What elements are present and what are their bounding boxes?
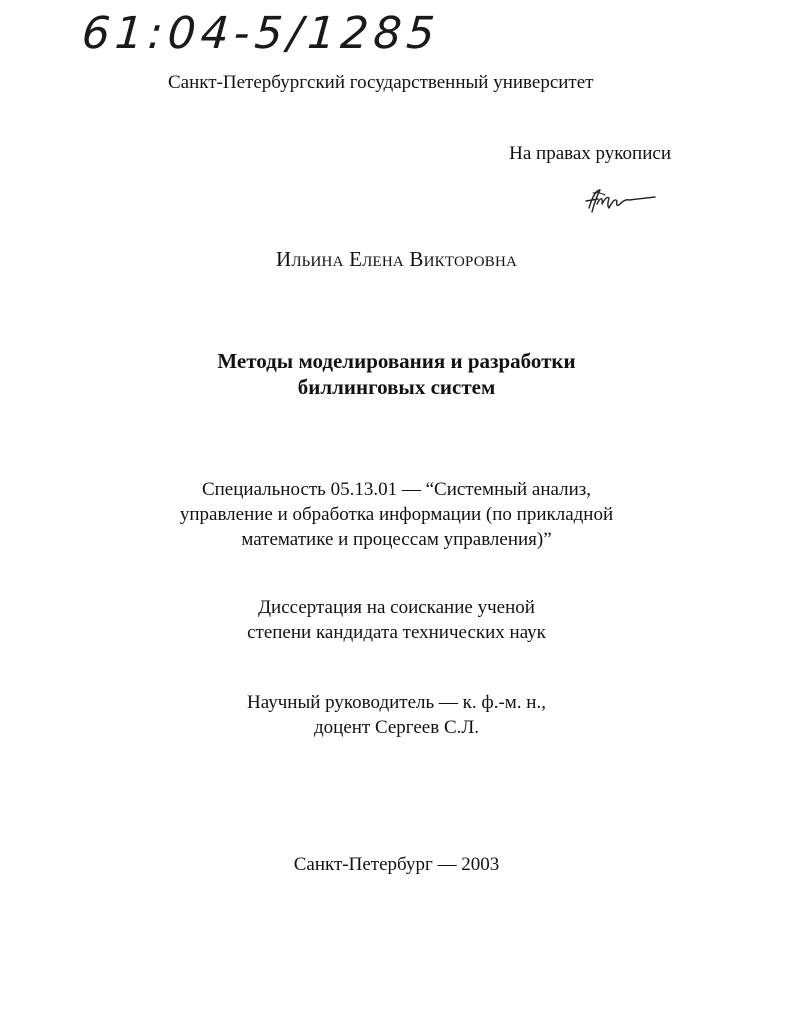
title-line-2: биллинговых систем [297, 375, 496, 399]
degree-block [0, 595, 793, 645]
title-line-1: Методы моделирования и разработки [217, 349, 576, 373]
author-surname-rest: ЛЬИНА [291, 254, 344, 270]
author-patronymic-rest: ИКТОРОВНА [423, 254, 518, 270]
author-surname-initial: И [275, 247, 292, 271]
dissertation-title [0, 348, 793, 400]
speciality-line-1: Специальность 05.13.01 — “Системный анализ, [201, 479, 592, 500]
advisor-line-1: Научный руководитель — к. ф.-м. н., [247, 692, 546, 713]
handwritten-signature [583, 184, 659, 218]
author-name-initial: Е [349, 247, 363, 271]
author-name [0, 247, 793, 272]
author-name-rest: ЛЕНА [362, 254, 404, 270]
author-patronymic-initial: В [409, 247, 424, 271]
degree-line-1: Диссертация на соискание ученой [258, 597, 535, 618]
speciality-line-3: математике и процессам управления)” [241, 529, 552, 550]
scientific-advisor-block [0, 690, 793, 740]
degree-line-2: степени кандидата технических наук [247, 622, 546, 643]
speciality-line-2: управление и обработка информации (по прикладной [179, 504, 614, 525]
advisor-line-2: доцент Сергеев С.Л. [313, 717, 480, 738]
university-name: Санкт-Петербургский государственный университет [168, 72, 594, 93]
manuscript-rights-note: На правах рукописи [509, 143, 671, 164]
handwritten-archive-number: 61:04-5/1285 [80, 8, 442, 59]
speciality-block [0, 477, 793, 552]
city-and-year: Санкт-Петербург — 2003 [293, 854, 500, 875]
